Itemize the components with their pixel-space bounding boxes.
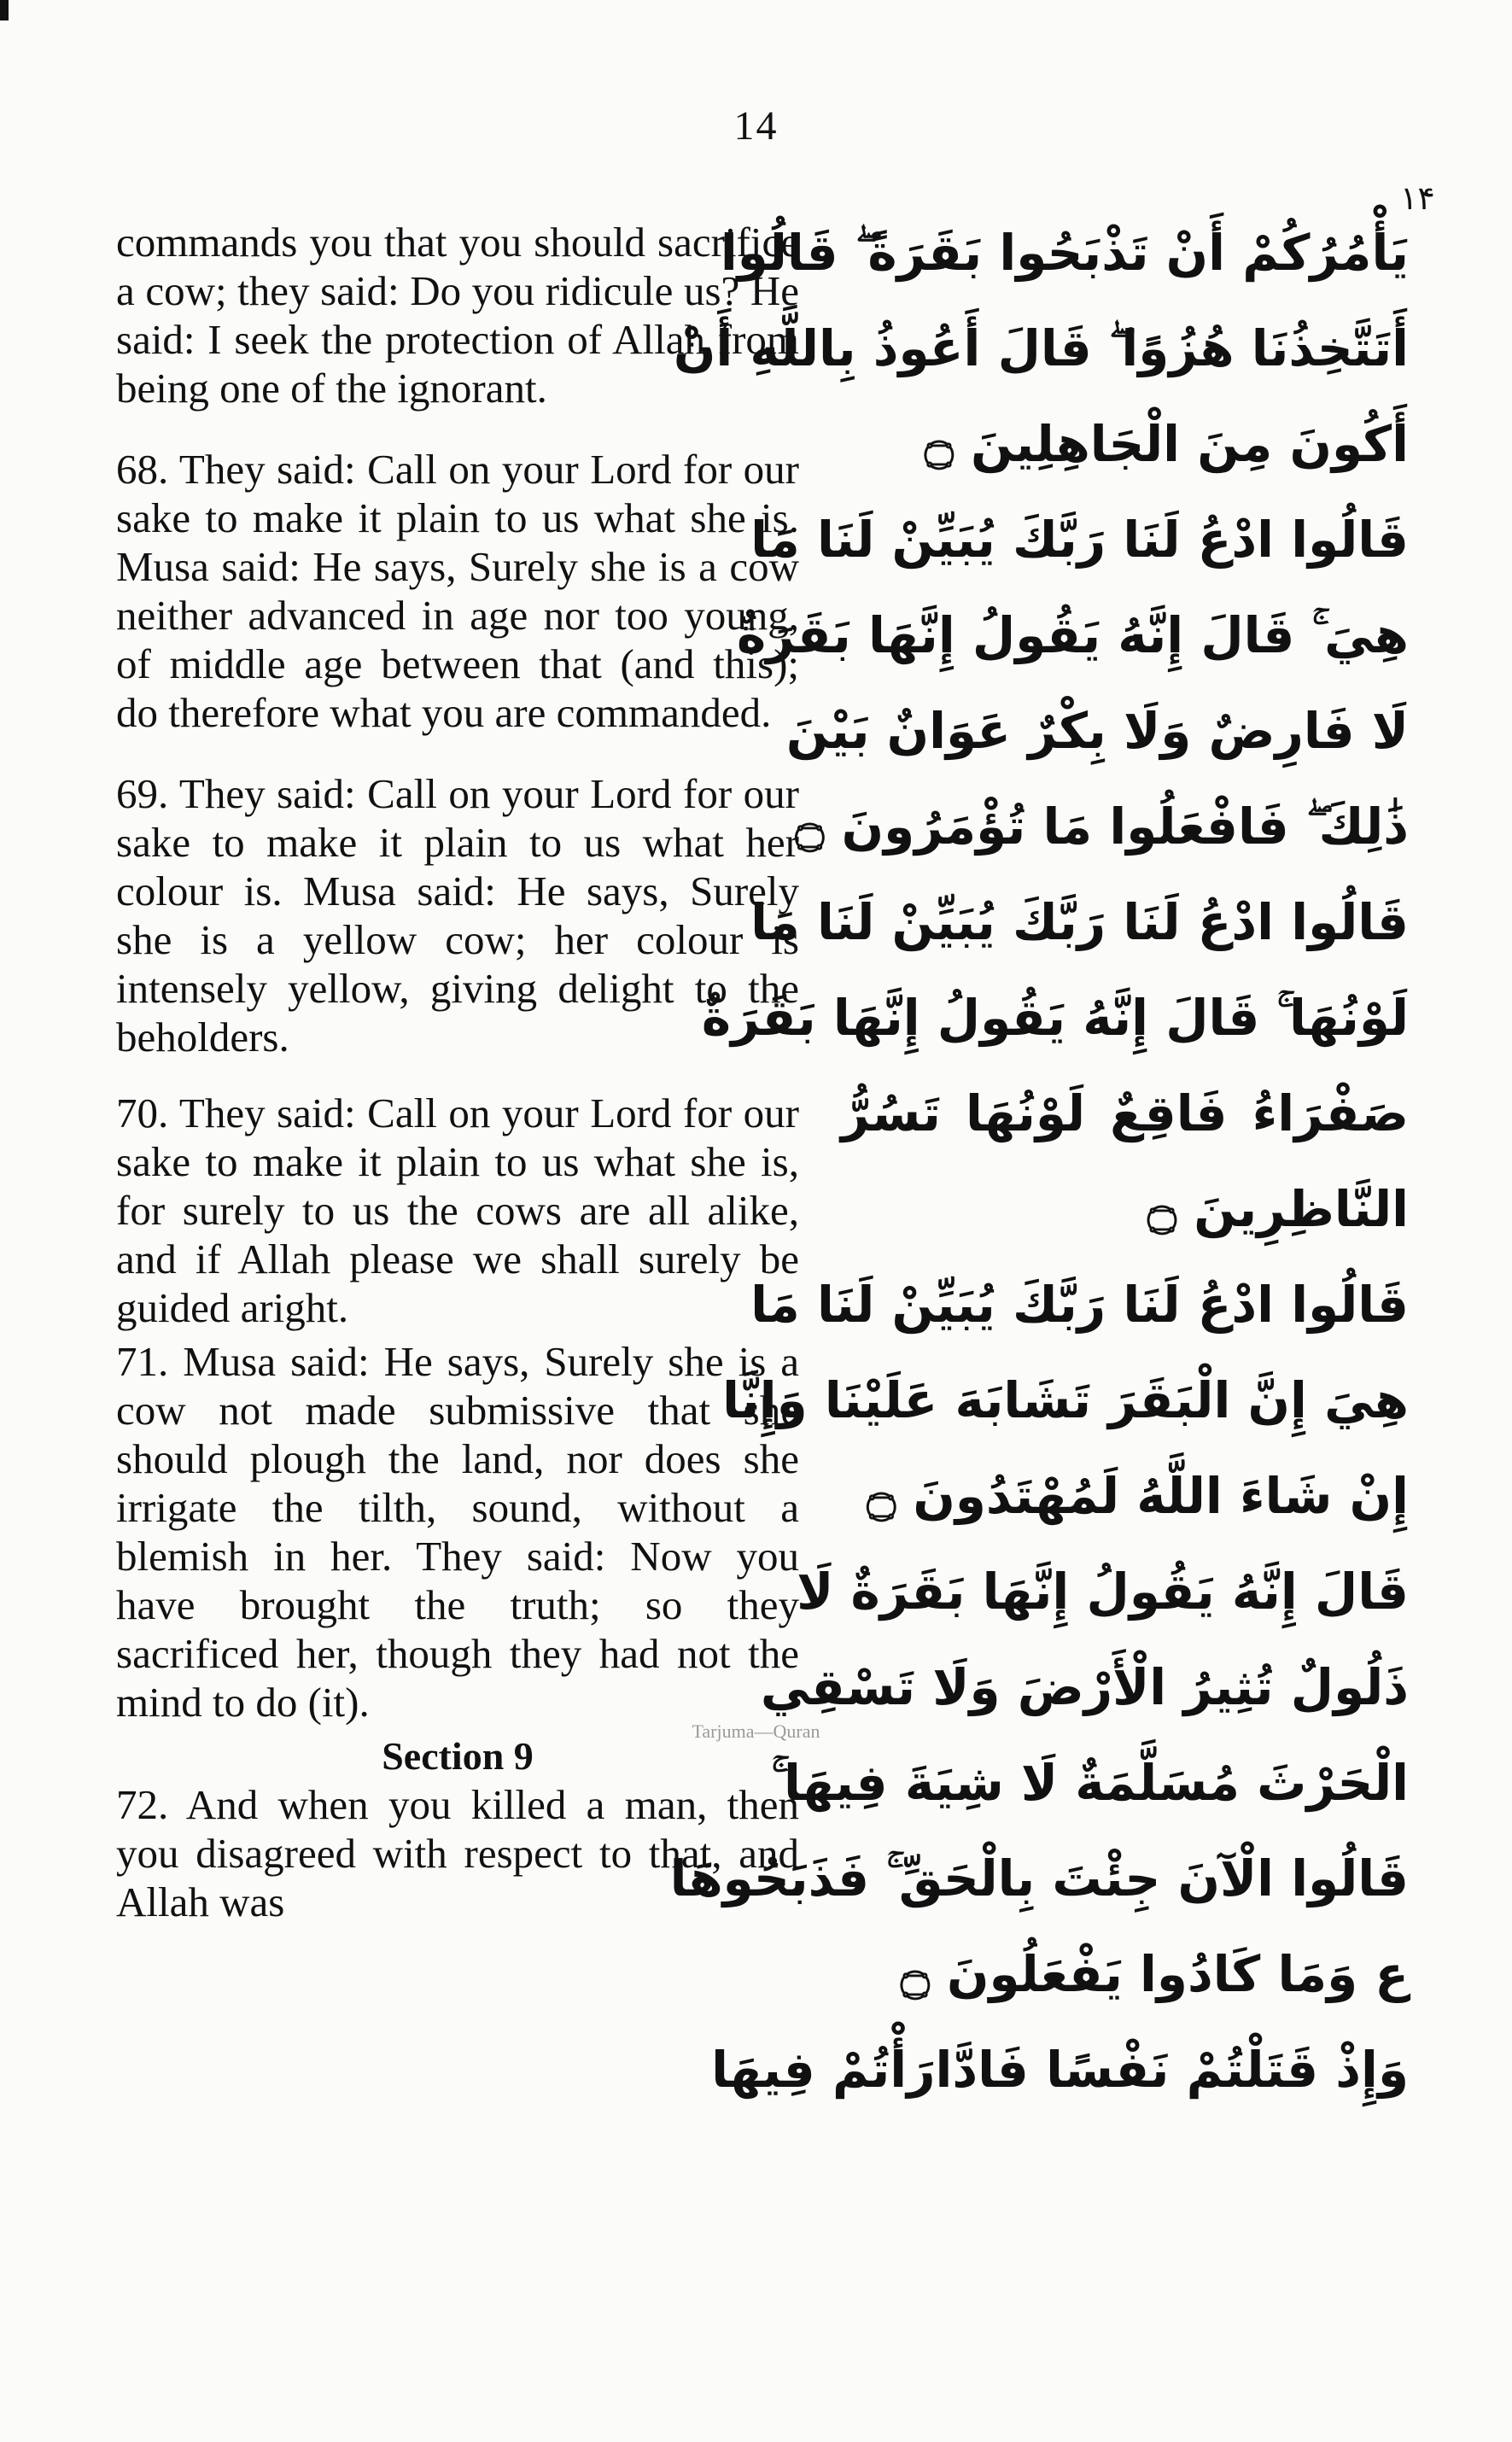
arabic-line: ذَٰلِكَ ۖ فَافْعَلُوا مَا تُؤْمَرُونَ ۝ xyxy=(795,797,1409,856)
page-number: 14 xyxy=(733,103,779,149)
juz-marker: ۱۴ xyxy=(1400,179,1435,217)
arabic-line: ذَلُولٌ تُثِيرُ الْأَرْضَ وَلَا تَسْقِي xyxy=(760,1658,1409,1716)
arabic-line: قَالُوا الْآنَ جِئْتَ بِالْحَقِّ ۚ فَذَبَحُوهَا xyxy=(669,1849,1409,1907)
verse-67-continuation: commands you that you should sacrifice a cow; they said: Do you ridicule us? He said: I seek the protection of Allah from being one of the ignorant. xyxy=(116,219,799,412)
arabic-line: أَكُونَ مِنَ الْجَاهِلِينَ ۝ xyxy=(924,415,1409,473)
arabic-line: ع وَمَا كَادُوا يَفْعَلُونَ ۝ xyxy=(900,1945,1409,2003)
arabic-line: لَوْنُهَا ۚ قَالَ إِنَّهُ يَقُولُ إِنَّهَا بَقَرَةٌ xyxy=(701,989,1409,1047)
arabic-line: أَتَتَّخِذُنَا هُزُوًا ۖ قَالَ أَعُوذُ بِاللَّهِ أَنْ xyxy=(673,319,1409,377)
english-translation-column xyxy=(116,218,799,1931)
arabic-line: الْحَرْثَ مُسَلَّمَةٌ لَا شِيَةَ فِيهَا ۚ xyxy=(771,1754,1409,1812)
section-heading: Section 9 xyxy=(382,1734,534,1778)
arabic-line: قَالَ إِنَّهُ يَقُولُ إِنَّهَا بَقَرَةٌ لَا xyxy=(797,1563,1409,1621)
scan-edge-mark xyxy=(0,0,9,20)
verse-69: 69. They said: Call on your Lord for our sake to make it plain to us what her colour is. Musa said: He says, Surely she is a yellow cow; her colour is intensely yellow, giving delight to the beholders. xyxy=(116,770,799,1060)
arabic-line: قَالُوا ادْعُ لَنَا رَبَّكَ يُبَيِّنْ لَنَا مَا xyxy=(750,511,1409,569)
arabic-line: وَإِذْ قَتَلْتُمْ نَفْسًا فَادَّارَأْتُمْ فِيهَا xyxy=(711,2041,1409,2099)
verse-68: 68. They said: Call on your Lord for our sake to make it plain to us what she is. Musa said: He says, Surely she is a cow neither advanced in age nor too young, of middle age between that (and this); do therefore what you are commanded. xyxy=(116,446,799,736)
footer-note: Tarjuma—Quran xyxy=(692,1720,820,1742)
arabic-line: يَأْمُرُكُمْ أَنْ تَذْبَحُوا بَقَرَةً ۖ قَالُوا xyxy=(720,224,1409,282)
arabic-line: النَّاظِرِينَ ۝ xyxy=(1147,1180,1409,1238)
arabic-line: إِنْ شَاءَ اللَّهُ لَمُهْتَدُونَ ۝ xyxy=(867,1467,1409,1525)
verse-70: 70. They said: Call on your Lord for our sake to make it plain to us what she is, for surely to us the cows are all alike, and if Allah please we shall surely be guided aright. xyxy=(116,1090,799,1331)
arabic-line: هِيَ إِنَّ الْبَقَرَ تَشَابَهَ عَلَيْنَا وَإِنَّا xyxy=(722,1371,1409,1429)
verse-72: 72. And when you killed a man, then you disagreed with respect to that, and Allah was xyxy=(116,1781,799,1925)
arabic-line: قَالُوا ادْعُ لَنَا رَبَّكَ يُبَيِّنْ لَنَا مَا xyxy=(750,893,1409,951)
arabic-line: صَفْرَاءُ فَاقِعٌ لَوْنُهَا تَسُرُّ xyxy=(841,1084,1409,1142)
verse-71: 71. Musa said: He says, Surely she is a cow not made submissive that she should plough the land, nor does she irrigate the tilth, sound, without a blemish in her. They said: Now you have brought the truth; so they sacrificed her, though they had not the mind to do (it). xyxy=(116,1338,799,1726)
arabic-line: قَالُوا ادْعُ لَنَا رَبَّكَ يُبَيِّنْ لَنَا مَا xyxy=(750,1276,1409,1334)
arabic-line: لَا فَارِضٌ وَلَا بِكْرٌ عَوَانٌ بَيْنَ xyxy=(785,702,1409,760)
arabic-line: هِيَ ۚ قَالَ إِنَّهُ يَقُولُ إِنَّهَا بَقَرَةٌ xyxy=(736,606,1409,664)
